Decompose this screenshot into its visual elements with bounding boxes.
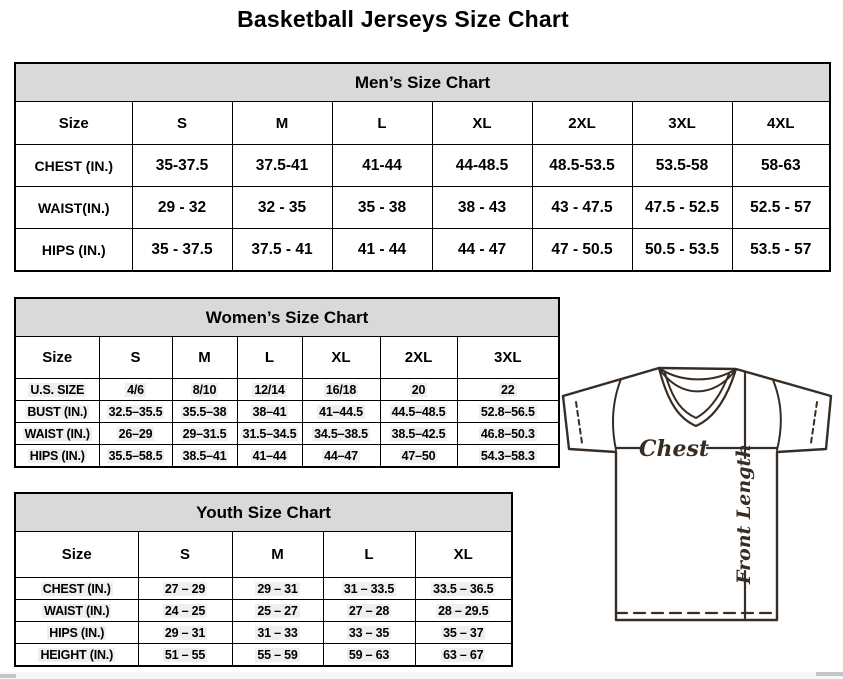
- jersey-outline: [563, 368, 831, 620]
- size-value: 32 - 35: [232, 187, 332, 229]
- table-row: [15, 187, 830, 229]
- table-row: [15, 600, 512, 622]
- size-value: 38.5–41: [172, 445, 237, 468]
- row-label: HIPS (IN.): [15, 622, 138, 644]
- sleeve-seam-right: [773, 380, 781, 450]
- size-value: 35 - 38: [332, 187, 432, 229]
- size-value: 47 - 50.5: [532, 229, 632, 272]
- size-value: 38.5–42.5: [380, 423, 457, 445]
- youth-table-title: Youth Size Chart: [15, 493, 512, 532]
- size-value: 47–50: [380, 445, 457, 468]
- size-value: 8/10: [172, 379, 237, 401]
- column-header: L: [237, 337, 302, 379]
- size-value: 47.5 - 52.5: [632, 187, 732, 229]
- column-header: XL: [415, 532, 512, 578]
- size-value: 22: [457, 379, 559, 401]
- size-value: 44.5–48.5: [380, 401, 457, 423]
- womens-column-header-row: [15, 337, 559, 379]
- size-value: 24 – 25: [138, 600, 232, 622]
- size-value: 44 - 47: [432, 229, 532, 272]
- mens-size-table: [14, 62, 831, 272]
- size-value: 38–41: [237, 401, 302, 423]
- size-value: 38 - 43: [432, 187, 532, 229]
- size-value: 52.5 - 57: [732, 187, 830, 229]
- size-value: 43 - 47.5: [532, 187, 632, 229]
- size-value: 35.5–58.5: [99, 445, 172, 468]
- size-value: 27 – 29: [138, 578, 232, 600]
- size-value: 48.5-53.5: [532, 145, 632, 187]
- size-value: 46.8–50.3: [457, 423, 559, 445]
- row-label: U.S. SIZE: [15, 379, 99, 401]
- chest-label: Chest: [638, 436, 710, 462]
- sleeve-seam-left: [613, 379, 621, 450]
- front-length-label: Front Length: [733, 443, 755, 585]
- youth-column-header-row: [15, 532, 512, 578]
- size-value: 53.5 - 57: [732, 229, 830, 272]
- column-header: Size: [15, 102, 132, 145]
- size-value: 33.5 – 36.5: [415, 578, 512, 600]
- size-value: 27 – 28: [323, 600, 415, 622]
- column-header: 3XL: [632, 102, 732, 145]
- row-label: WAIST(IN.): [15, 187, 132, 229]
- table-row: [15, 578, 512, 600]
- column-header: S: [138, 532, 232, 578]
- row-label: HIPS (IN.): [15, 229, 132, 272]
- row-label: WAIST (IN.): [15, 600, 138, 622]
- table-row: [15, 229, 830, 272]
- row-label: HIPS (IN.): [15, 445, 99, 468]
- size-value: 16/18: [302, 379, 380, 401]
- mens-column-header-row: [15, 102, 830, 145]
- size-value: 4/6: [99, 379, 172, 401]
- size-value: 41–44.5: [302, 401, 380, 423]
- jersey-measurement-diagram: [555, 362, 840, 627]
- row-label: HEIGHT (IN.): [15, 644, 138, 667]
- table-row: [15, 401, 559, 423]
- size-value: 41–44: [237, 445, 302, 468]
- size-value: 25 – 27: [232, 600, 323, 622]
- size-value: 35 - 37.5: [132, 229, 232, 272]
- size-value: 32.5–35.5: [99, 401, 172, 423]
- cuff-stitch-right: [811, 402, 817, 443]
- size-value: 41-44: [332, 145, 432, 187]
- mens-table-title: Men’s Size Chart: [15, 63, 830, 102]
- size-value: 35-37.5: [132, 145, 232, 187]
- column-header: 2XL: [380, 337, 457, 379]
- youth-size-table: [14, 492, 513, 667]
- column-header: M: [232, 532, 323, 578]
- column-header: Size: [15, 532, 138, 578]
- size-value: 34.5–38.5: [302, 423, 380, 445]
- column-header: Size: [15, 337, 99, 379]
- column-header: 4XL: [732, 102, 830, 145]
- size-value: 50.5 - 53.5: [632, 229, 732, 272]
- womens-table-title: Women’s Size Chart: [15, 298, 559, 337]
- row-label: WAIST (IN.): [15, 423, 99, 445]
- column-header: L: [323, 532, 415, 578]
- table-row: [15, 379, 559, 401]
- column-header: 3XL: [457, 337, 559, 379]
- size-value: 54.3–58.3: [457, 445, 559, 468]
- table-row: [15, 445, 559, 468]
- size-value: 29 - 32: [132, 187, 232, 229]
- row-label: CHEST (IN.): [15, 145, 132, 187]
- size-value: 59 – 63: [323, 644, 415, 667]
- size-value: 37.5 - 41: [232, 229, 332, 272]
- table-row: [15, 145, 830, 187]
- size-value: 12/14: [237, 379, 302, 401]
- size-value: 37.5-41: [232, 145, 332, 187]
- size-value: 28 – 29.5: [415, 600, 512, 622]
- size-value: 44–47: [302, 445, 380, 468]
- size-value: 52.8–56.5: [457, 401, 559, 423]
- size-value: 29 – 31: [232, 578, 323, 600]
- size-value: 63 – 67: [415, 644, 512, 667]
- size-value: 41 - 44: [332, 229, 432, 272]
- size-value: 20: [380, 379, 457, 401]
- size-value: 31 – 33: [232, 622, 323, 644]
- table-row: [15, 644, 512, 667]
- row-label: CHEST (IN.): [15, 578, 138, 600]
- size-value: 35 – 37: [415, 622, 512, 644]
- size-value: 55 – 59: [232, 644, 323, 667]
- size-value: 51 – 55: [138, 644, 232, 667]
- size-value: 33 – 35: [323, 622, 415, 644]
- size-value: 29–31.5: [172, 423, 237, 445]
- table-row: [15, 622, 512, 644]
- column-header: S: [99, 337, 172, 379]
- column-header: M: [232, 102, 332, 145]
- size-value: 35.5–38: [172, 401, 237, 423]
- scrollbar-thumb-right[interactable]: [816, 672, 843, 676]
- size-value: 44-48.5: [432, 145, 532, 187]
- size-value: 29 – 31: [138, 622, 232, 644]
- size-value: 58-63: [732, 145, 830, 187]
- column-header: L: [332, 102, 432, 145]
- column-header: XL: [432, 102, 532, 145]
- horizontal-scrollbar-track[interactable]: [0, 672, 843, 679]
- size-value: 53.5-58: [632, 145, 732, 187]
- scrollbar-thumb-left[interactable]: [0, 674, 16, 678]
- column-header: S: [132, 102, 232, 145]
- column-header: 2XL: [532, 102, 632, 145]
- size-value: 31 – 33.5: [323, 578, 415, 600]
- cuff-stitch-left: [576, 402, 582, 443]
- size-value: 31.5–34.5: [237, 423, 302, 445]
- size-value: 26–29: [99, 423, 172, 445]
- row-label: BUST (IN.): [15, 401, 99, 423]
- column-header: XL: [302, 337, 380, 379]
- page-title: Basketball Jerseys Size Chart: [237, 6, 569, 32]
- table-row: [15, 423, 559, 445]
- column-header: M: [172, 337, 237, 379]
- womens-size-table: [14, 297, 560, 468]
